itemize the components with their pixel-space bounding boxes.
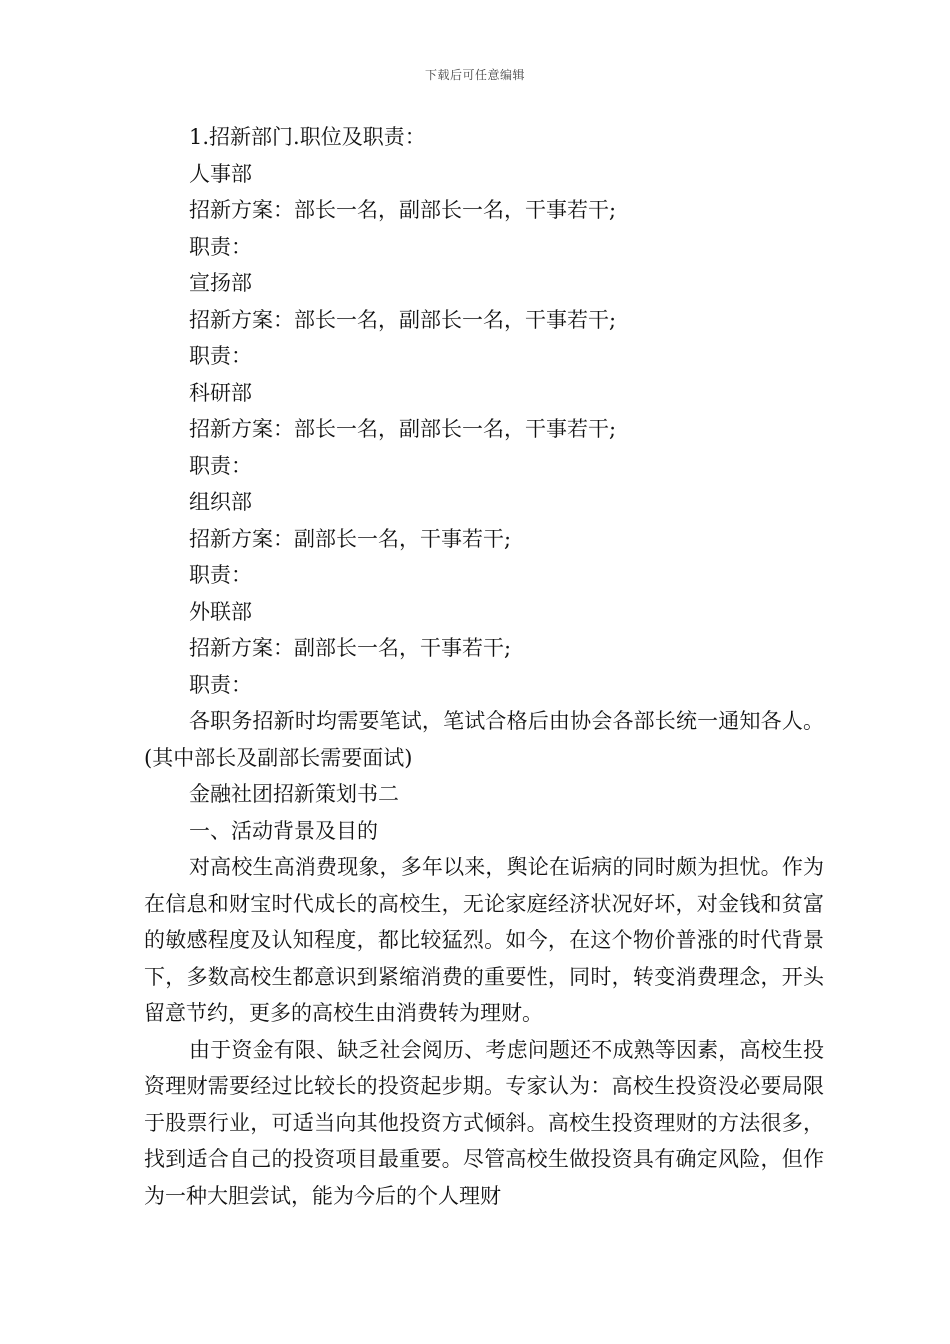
section-heading-background: 一、活动背景及目的 <box>189 818 378 843</box>
document-body <box>144 119 824 1214</box>
section-title-two: 金融社团招新策划书二 <box>189 782 399 806</box>
dept-plan-liaison: 招新方案：副部长一名，干事若干; <box>189 636 512 660</box>
dept-duty-organization: 职责： <box>189 563 252 587</box>
dept-name-organization: 组织部 <box>189 490 252 514</box>
page-header: 下载后可任意编辑 <box>424 68 525 82</box>
dept-duty-hr: 职责： <box>189 234 252 259</box>
background-paragraph: 对高校生高消费现象，多年以来，舆论在诟病的同时颇为担忧。作为在信息和财宝时代成长的高校生，无论家庭经济状况好坏，对金钱和贫富的敏感程度及认知程度，都比较猛烈。如今，在这个物价普涨的时代背景下，多数高校生都意识到紧缩消费的重要性，同时，转变消费理念，开头留意节约，更多的高校生由消费转为理财。 <box>144 855 824 1025</box>
exam-paragraph: 各职务招新时均需要笔试，笔试合格后由协会各部长统一通知各人。(其中部长及副部长需要面试) <box>144 709 824 770</box>
dept-plan-publicity: 招新方案：部长一名，副部长一名，干事若干; <box>189 307 617 332</box>
dept-name-publicity: 宣扬部 <box>189 271 252 295</box>
dept-plan-research: 招新方案：部长一名，副部长一名，干事若干; <box>189 417 617 441</box>
dept-plan-hr: 招新方案：部长一名，副部长一名，干事若干; <box>189 198 617 222</box>
dept-duty-publicity: 职责： <box>189 344 252 368</box>
heading-departments: 1.招新部门.职位及职责： <box>189 125 426 149</box>
dept-name-liaison: 外联部 <box>189 599 252 624</box>
dept-name-research: 科研部 <box>189 380 252 405</box>
dept-duty-research: 职责： <box>189 453 252 478</box>
dept-name-hr: 人事部 <box>189 161 252 186</box>
dept-duty-liaison: 职责： <box>189 672 252 697</box>
investment-paragraph: 由于资金有限、缺乏社会阅历、考虑问题还不成熟等因素，高校生投资理财需要经过比较长的投资起步期。专家认为：高校生投资没必要局限于股票行业，可适当向其他投资方式倾斜。高校生投资理财的方法很多，找到适合自己的投资项目最重要。尽管高校生做投资具有确定风险，但作为一种大胆尝试，能为今后的个人理财 <box>144 1037 824 1208</box>
dept-plan-organization: 招新方案：副部长一名，干事若干; <box>189 526 512 551</box>
